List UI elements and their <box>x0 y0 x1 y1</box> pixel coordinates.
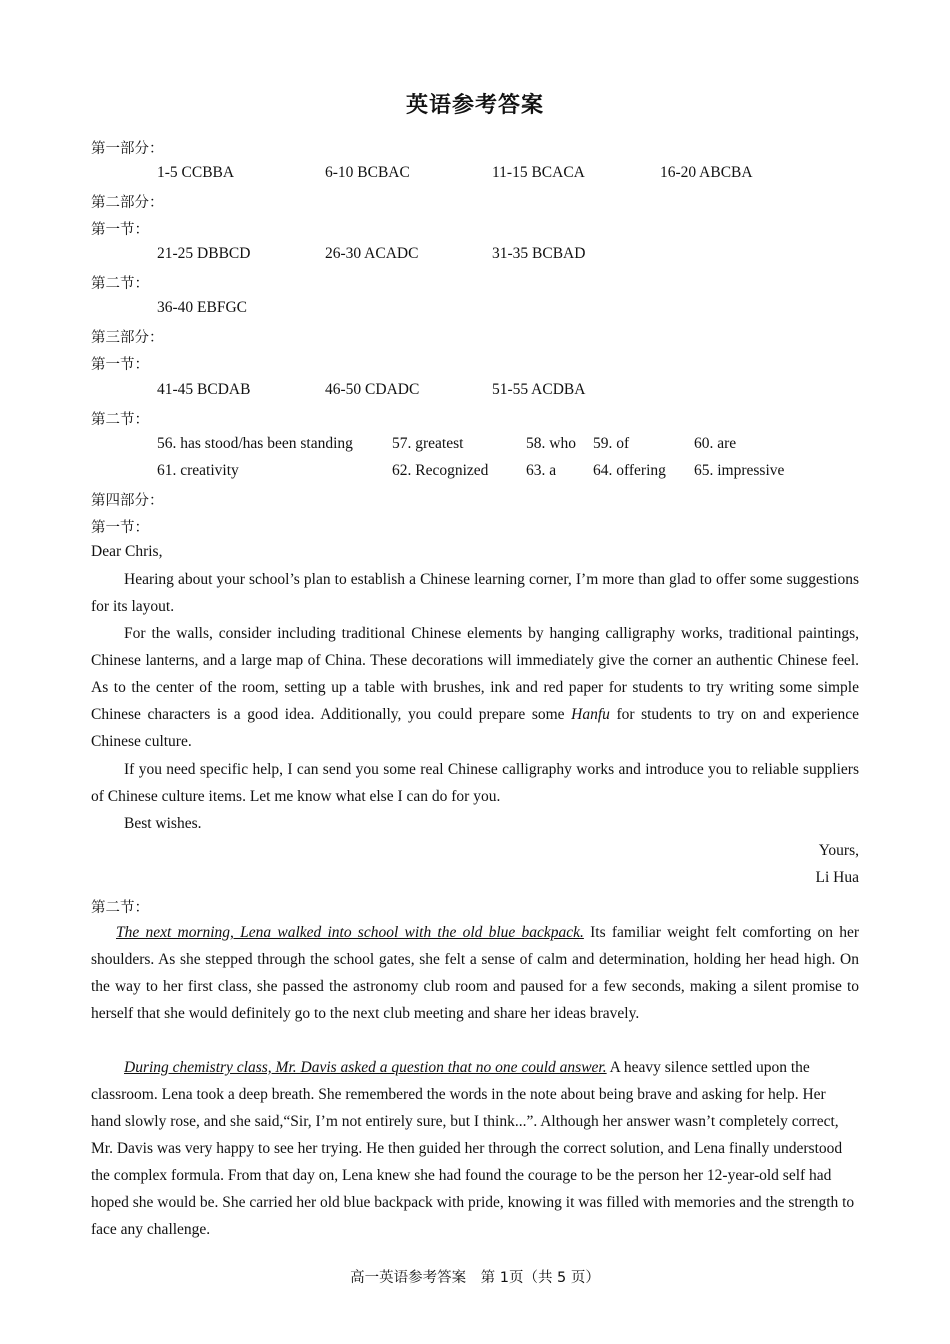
given-opening-sentence: The next morning, Lena walked into school with the old blue backpack. <box>116 924 584 941</box>
cloze-answer: 58. who <box>526 435 576 452</box>
letter-paragraph: For the walls, consider including traditional Chinese elements by hanging calligraphy works, traditional paintings, Chinese lanterns, and a large map of China. These decorations will immediately give the corner an authentic Chinese feel. As to the center of the room, setting up a table with brushes, ink and red paper for students to try writing some simple Chinese characters is a good idea. Additionally, you could prepare some Hanfu for students to try on and experience Chinese culture. <box>91 625 859 750</box>
cloze-answer: 56. has stood/has been standing <box>157 435 353 452</box>
answer-group: 26-30 ACADC <box>325 245 419 262</box>
answer-group: 31-35 BCBAD <box>492 245 586 262</box>
cloze-answer: 63. a <box>526 462 557 479</box>
cloze-answer: 64. offering <box>593 462 666 479</box>
subsection-heading: 第一节： <box>91 357 149 373</box>
subsection-heading: 第二节： <box>91 412 149 428</box>
subsection-heading: 第二节： <box>91 276 149 292</box>
subsection-heading: 第二节： <box>91 900 149 916</box>
cloze-answer: 65. impressive <box>694 462 785 479</box>
letter-yours: Yours, <box>818 842 859 859</box>
letter-paragraph: Hearing about your school’s plan to establish a Chinese learning corner, I’m more than glad to offer some suggestions for its layout. <box>91 571 859 615</box>
answer-group: 51-55 ACDBA <box>492 381 586 398</box>
answer-group: 1-5 CCBBA <box>157 164 235 181</box>
cloze-answer: 61. creativity <box>157 462 239 479</box>
subsection-heading: 第一节： <box>91 222 149 238</box>
cloze-answer: 60. are <box>694 435 737 452</box>
answer-group: 16-20 ABCBA <box>660 164 753 181</box>
cloze-answer: 57. greatest <box>392 435 464 452</box>
letter-paragraph: If you need specific help, I can send you some real Chinese calligraphy works and introduce you to reliable suppliers of Chinese culture items. Let me know what else I can do for you. <box>91 761 859 805</box>
answer-group: 21-25 DBBCD <box>157 245 251 262</box>
story-paragraph: During chemistry class, Mr. Davis asked a question that no one could answer. A heavy silence settled upon the classroom. Lena took a deep breath. She remembered the words in the note about being brave and asking for help. Her hand slowly rose, and she said,“Sir, I’m not entirely sure, but I think...”. Although her answer wasn’t completely correct, Mr. Davis was very happy to see her trying. He then guided her through the correct solution, and Lena finally understood the complex formula. From that day on, Lena knew she had found the courage to be the person her 12-year-old self had hoped she would be. She carried her old blue backpack with pride, knowing it was filled with memories and the strength to face any challenge. <box>91 1059 855 1238</box>
story-paragraph: The next morning, Lena walked into school with the old blue backpack. Its familiar weight felt comforting on her shoulders. As she stepped through the school gates, she felt a sense of calm and determination, holding her head high. On the way to her first class, she passed the astronomy club room and paused for a few seconds, making a silent promise to herself that she would definitely go to the next club meeting and share her ideas bravely. <box>91 924 860 1022</box>
answer-group: 6-10 BCBAC <box>325 164 410 181</box>
subsection-heading: 第一节： <box>91 520 149 536</box>
cloze-answer: 62. Recognized <box>392 462 489 479</box>
answer-group: 36-40 EBFGC <box>157 299 247 316</box>
letter-closing: Best wishes. <box>124 815 202 832</box>
cloze-answer: 59. of <box>593 435 630 452</box>
letter-signature: Li Hua <box>815 869 859 886</box>
section-heading: 第四部分： <box>91 493 164 509</box>
answer-group: 41-45 BCDAB <box>157 381 251 398</box>
italic-term: Hanfu <box>571 706 610 723</box>
section-heading: 第三部分： <box>91 330 164 346</box>
page-footer: 高一英语参考答案 第 1页（共 5 页） <box>350 1270 600 1286</box>
letter-salutation: Dear Chris, <box>91 543 163 560</box>
answer-group: 46-50 CDADC <box>325 381 420 398</box>
section-heading: 第二部分： <box>91 195 164 211</box>
answer-group: 11-15 BCACA <box>492 164 585 181</box>
given-opening-sentence: During chemistry class, Mr. Davis asked a question that no one could answer. <box>124 1059 607 1076</box>
document-title: 英语参考答案 <box>405 93 544 118</box>
section-heading: 第一部分： <box>91 141 164 157</box>
